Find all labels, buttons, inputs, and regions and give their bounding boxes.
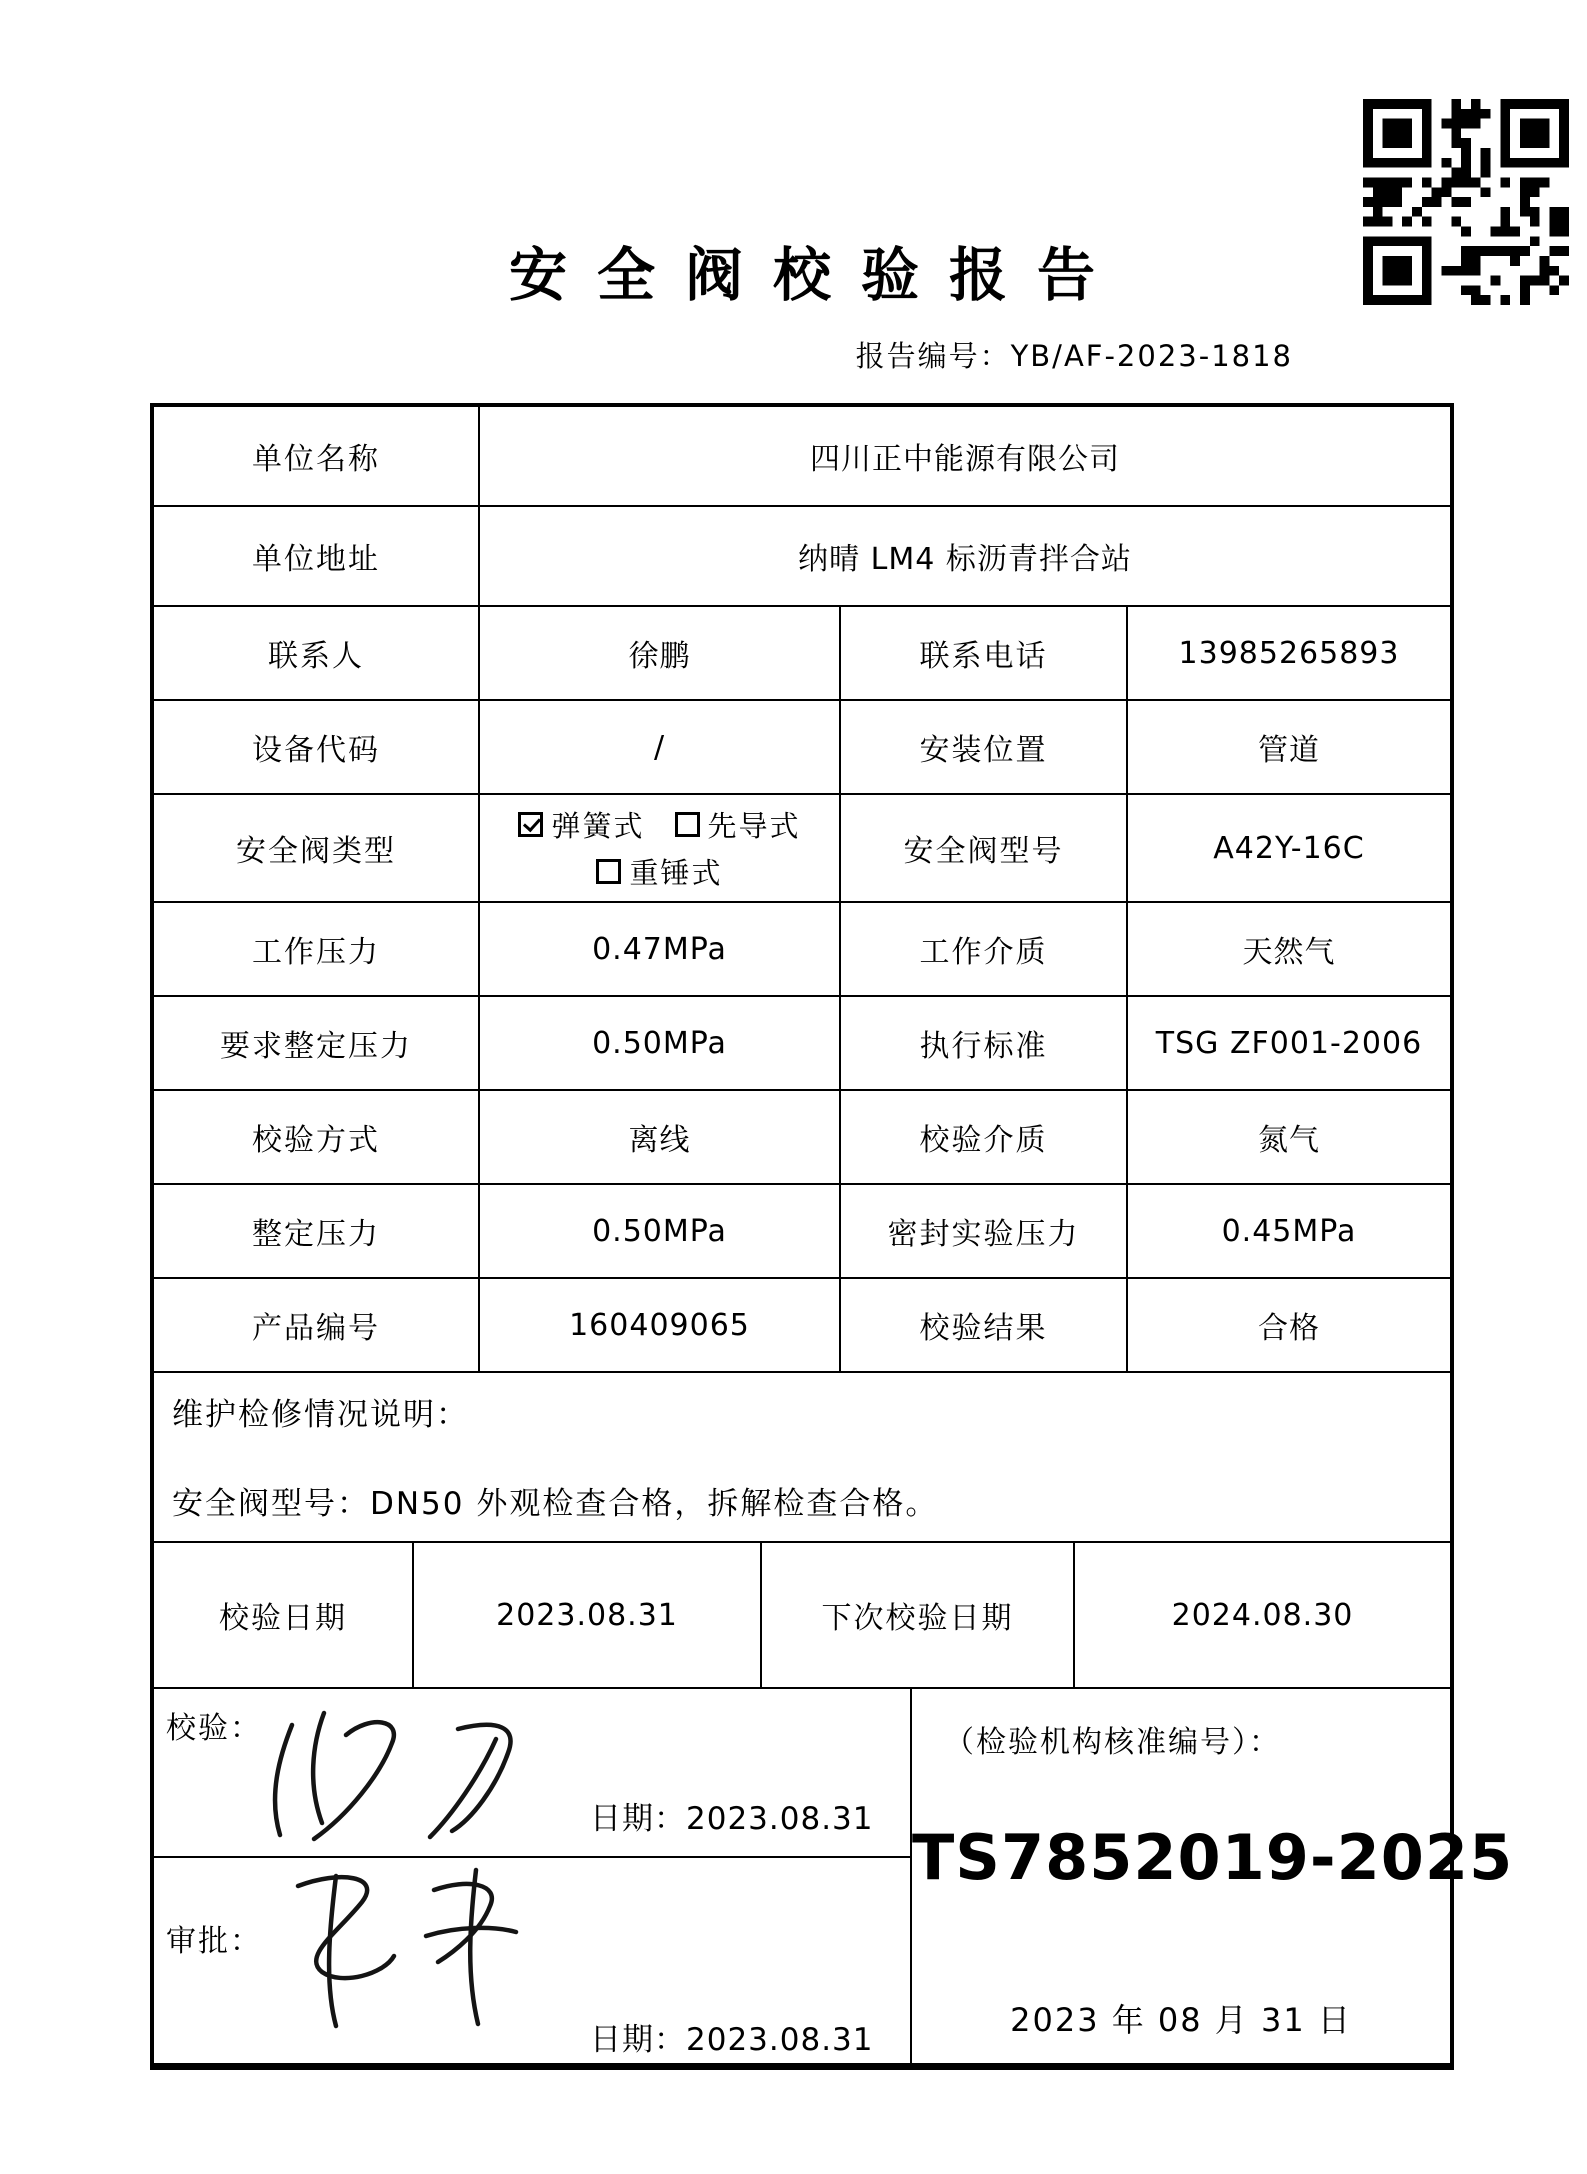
option-spring-label: 弹簧式 [551, 809, 645, 843]
product-number-value: 160409065 [480, 1279, 841, 1371]
device-code-label: 设备代码 [154, 701, 480, 793]
checkbox-checked-icon [518, 812, 543, 837]
result-value: 合格 [1258, 1311, 1320, 1346]
unit-name-label: 单位名称 [154, 407, 480, 505]
checkbox-unchecked-icon [596, 859, 621, 884]
set-pressure-label: 整定压力 [154, 1185, 480, 1277]
org-approval-block [912, 1689, 1514, 2063]
table-row [154, 407, 1450, 507]
approver-label: 审批： [166, 1924, 262, 1959]
signature-area [154, 1689, 912, 2063]
table-row [154, 1373, 1450, 1543]
set-pressure-value: 0.50MPa [480, 1185, 841, 1277]
org-approval-label: （检验机构核准编号）： [944, 1725, 1281, 1760]
calibration-date-label: 校验日期 [154, 1543, 414, 1687]
org-approval-code: TS7852019-2025 [912, 1821, 1514, 1894]
page-title: 安全阀校验报告 [508, 241, 1125, 309]
unit-address-value: 纳晴 LM4 标沥青拌合站 [798, 542, 1132, 577]
valve-type-options [480, 795, 841, 901]
working-pressure-label: 工作压力 [154, 903, 480, 995]
working-pressure-value: 0.47MPa [480, 903, 841, 995]
verifier-label: 校验： [166, 1711, 262, 1746]
checkbox-unchecked-icon [675, 812, 700, 837]
maintenance-notes [154, 1373, 1450, 1541]
device-code-value: / [480, 701, 841, 793]
valve-type-label: 安全阀类型 [154, 795, 480, 901]
calibration-date-value: 2023.08.31 [414, 1543, 762, 1687]
approver-signature [238, 1840, 578, 2040]
required-set-pressure-label: 要求整定压力 [154, 997, 480, 1089]
unit-address-label: 单位地址 [154, 507, 480, 605]
next-calibration-date-label: 下次校验日期 [762, 1543, 1075, 1687]
report-number: 报告编号：YB/AF-2023-1818 [855, 339, 1293, 373]
option-pilot-label: 先导式 [707, 809, 801, 843]
contact-value: 徐鹏 [480, 607, 841, 699]
install-location-label: 安装位置 [841, 701, 1128, 793]
table-row [154, 1543, 1450, 1689]
next-calibration-date-value: 2024.08.30 [1171, 1597, 1354, 1633]
verifier-date: 日期：2023.08.31 [590, 1801, 874, 1837]
table-row [154, 1279, 1450, 1373]
table-row [154, 701, 1450, 795]
option-weight-label: 重锤式 [629, 856, 723, 890]
calibration-medium-value: 氮气 [1258, 1123, 1320, 1158]
required-set-pressure-value: 0.50MPa [480, 997, 841, 1089]
product-number-label: 产品编号 [154, 1279, 480, 1371]
approver-block [154, 1858, 910, 2059]
calibration-medium-label: 校验介质 [841, 1091, 1128, 1183]
seal-test-pressure-label: 密封实验压力 [841, 1185, 1128, 1277]
table-row [154, 1091, 1450, 1185]
table-row [154, 903, 1450, 997]
report-table [150, 403, 1514, 2070]
working-medium-label: 工作介质 [841, 903, 1128, 995]
install-location-value: 管道 [1258, 733, 1320, 768]
contact-label: 联系人 [154, 607, 480, 699]
valve-model-value: A42Y-16C [1213, 830, 1365, 866]
table-row [154, 1185, 1450, 1279]
verifier-signature [246, 1697, 576, 1857]
verifier-block [154, 1689, 910, 1858]
maintenance-notes-body: 安全阀型号：DN50 外观检查合格，拆解检查合格。 [172, 1486, 939, 1522]
result-label: 校验结果 [841, 1279, 1128, 1371]
table-row [154, 507, 1450, 607]
valve-model-label: 安全阀型号 [841, 795, 1128, 901]
table-row [154, 997, 1450, 1091]
working-medium-value: 天然气 [1242, 935, 1336, 970]
table-row [154, 795, 1450, 903]
approver-date: 日期：2023.08.31 [590, 2022, 874, 2058]
phone-value: 13985265893 [1178, 635, 1400, 671]
standard-label: 执行标准 [841, 997, 1128, 1089]
maintenance-notes-title: 维护检修情况说明： [172, 1397, 469, 1433]
calibration-method-label: 校验方式 [154, 1091, 480, 1183]
unit-name-value: 四川正中能源有限公司 [810, 442, 1120, 477]
table-row [154, 607, 1450, 701]
org-approval-date: 2023 年 08 月 31 日 [1010, 2001, 1352, 2039]
phone-label: 联系电话 [841, 607, 1128, 699]
standard-value: TSG ZF001-2006 [1155, 1025, 1423, 1061]
seal-test-pressure-value: 0.45MPa [1221, 1213, 1357, 1249]
table-row [154, 1689, 1514, 2063]
calibration-method-value: 离线 [480, 1091, 841, 1183]
